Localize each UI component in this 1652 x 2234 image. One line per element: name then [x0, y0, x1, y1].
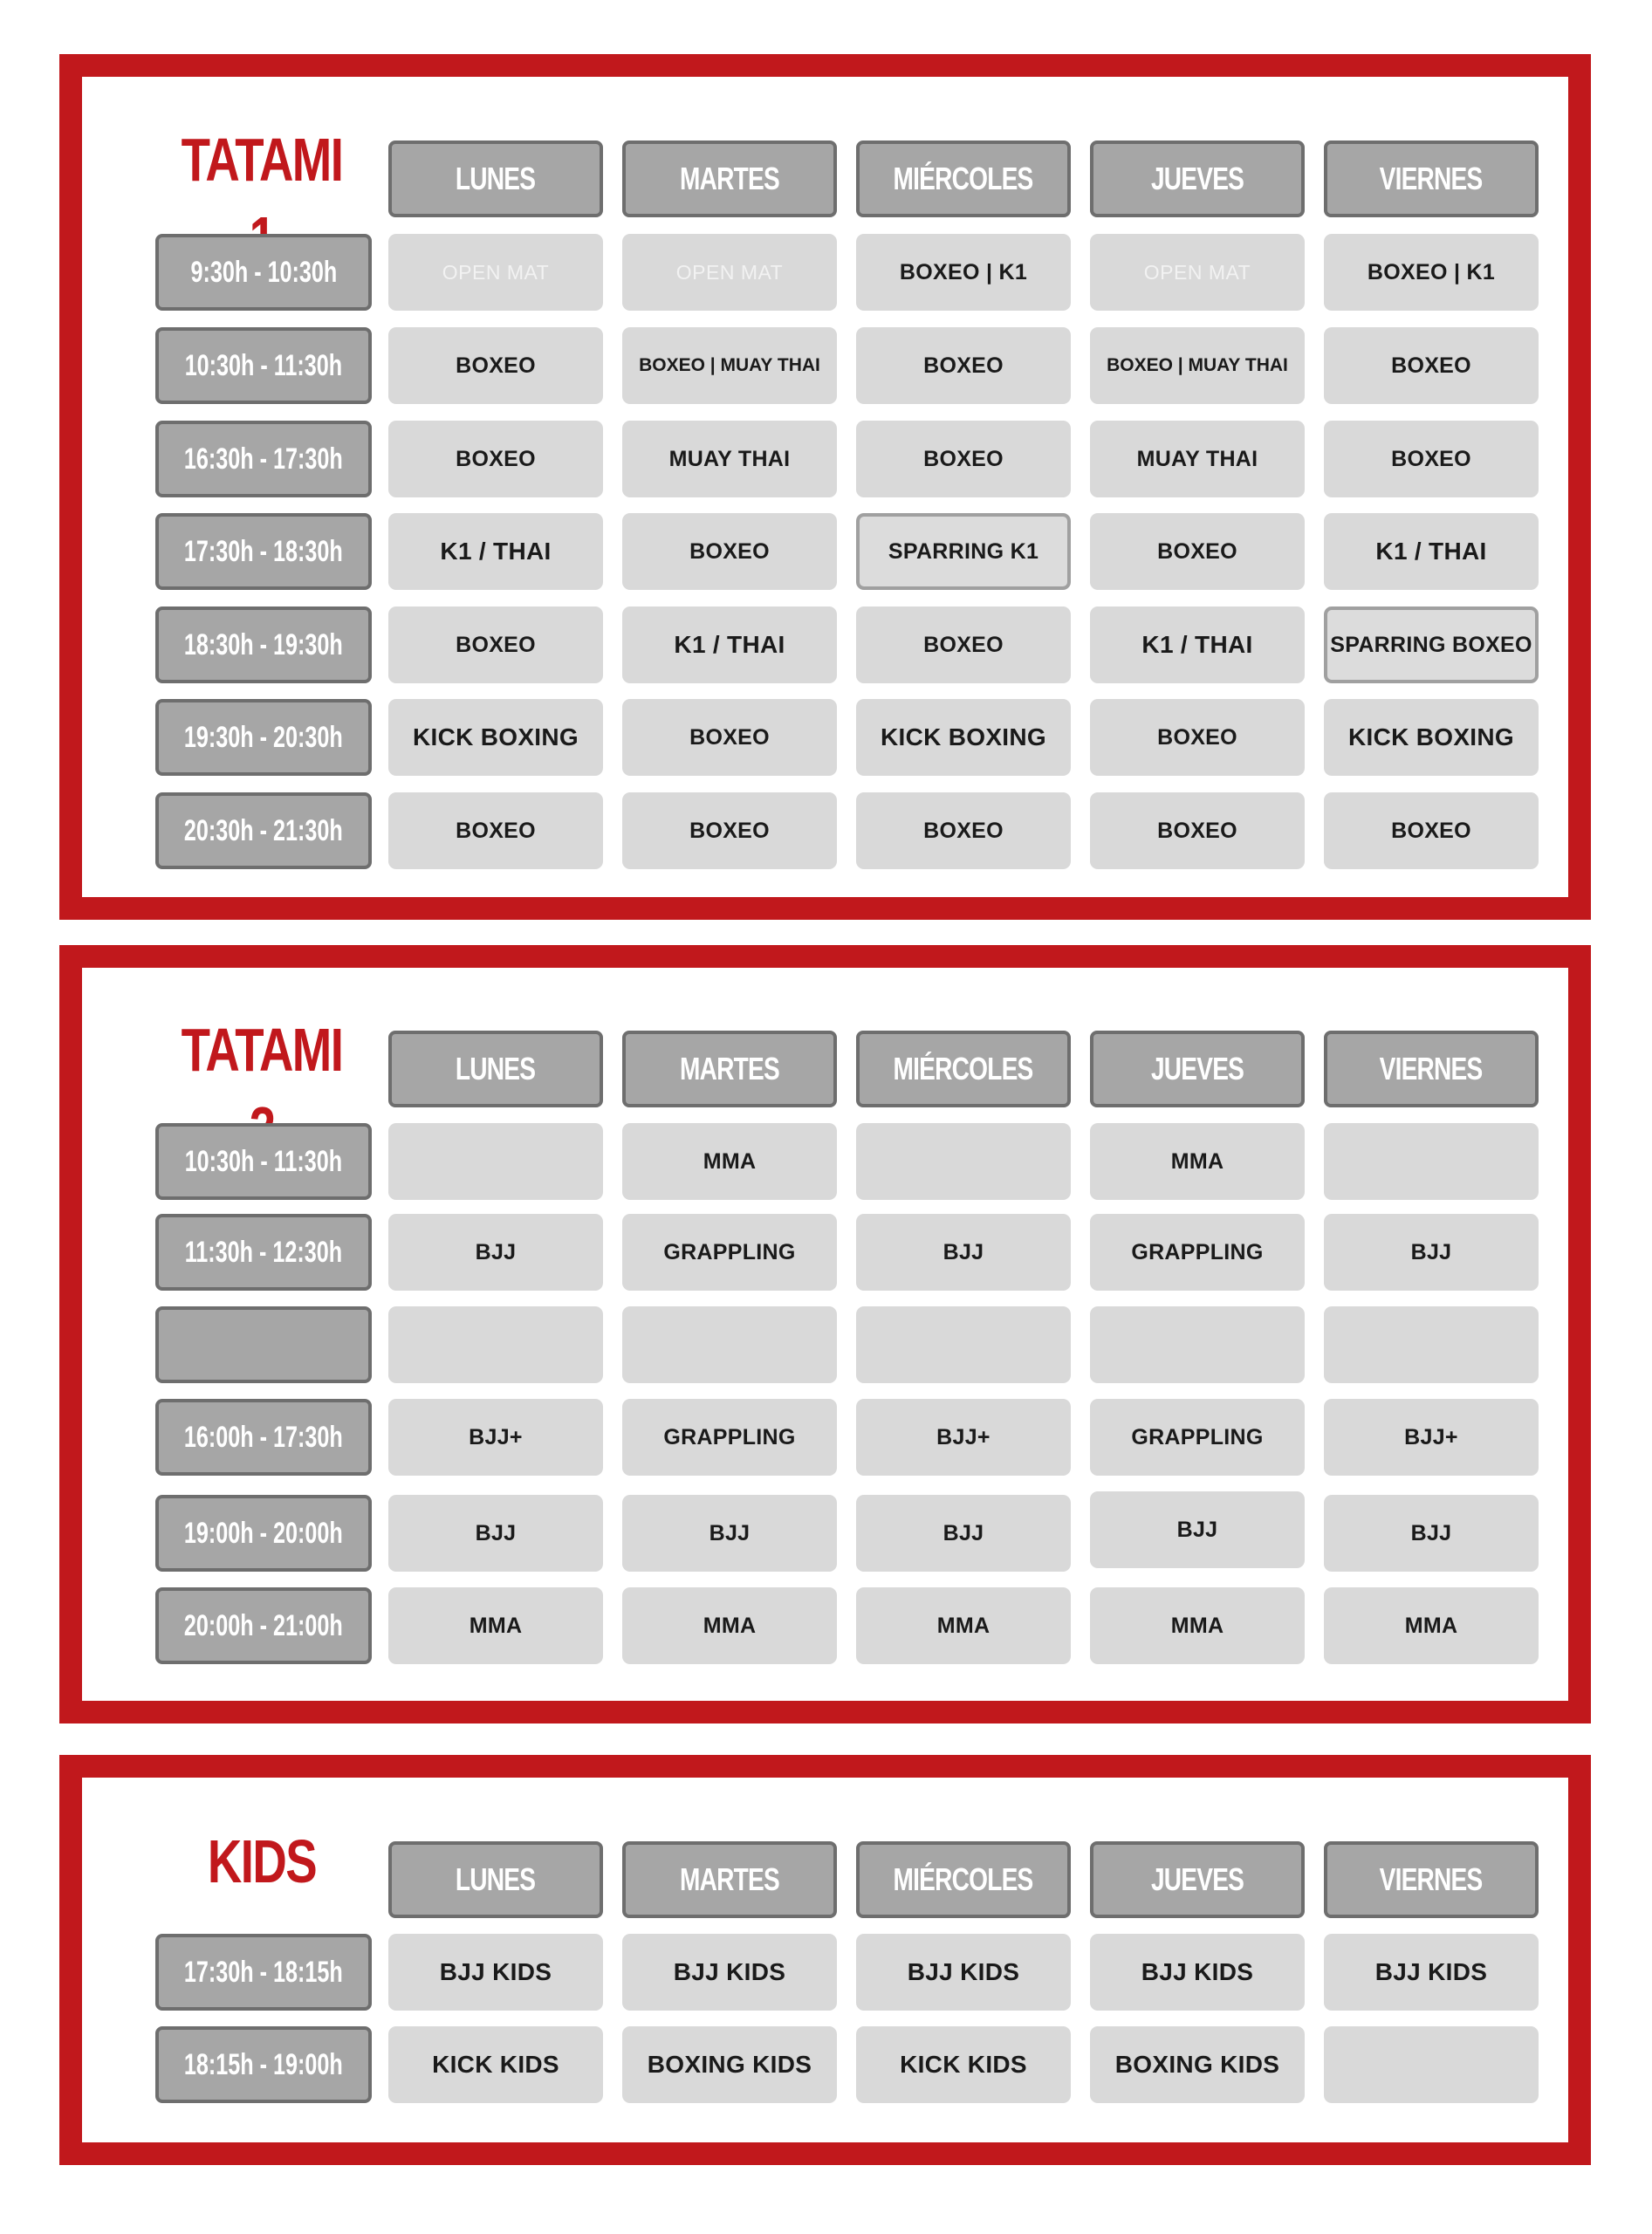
- tatami2-panel: [59, 945, 1591, 1723]
- class-cell: BOXEO: [388, 421, 603, 497]
- kids-title: KIDS: [207, 1827, 317, 1895]
- time-slot: 19:30h - 20:30h: [155, 699, 372, 776]
- tatami1-panel: [59, 54, 1591, 920]
- time-slot: 19:00h - 20:00h: [155, 1495, 372, 1572]
- class-cell: [1324, 2026, 1539, 2103]
- class-cell: BOXEO: [388, 606, 603, 683]
- day-header-viernes: VIERNES: [1324, 140, 1539, 217]
- time-slot: 16:30h - 17:30h: [155, 421, 372, 497]
- time-slot: 17:30h - 18:15h: [155, 1934, 372, 2011]
- class-cell: KICK KIDS: [388, 2026, 603, 2103]
- time-slot: 9:30h - 10:30h: [155, 234, 372, 311]
- tatami2-title: TATAMI: [181, 1016, 343, 1084]
- class-cell: BOXEO: [388, 327, 603, 404]
- tatami1-title: TATAMI: [181, 126, 343, 194]
- class-cell: [1324, 1123, 1539, 1200]
- day-header-viernes: VIERNES: [1324, 1031, 1539, 1107]
- class-cell: BJJ: [1090, 1491, 1305, 1568]
- day-header-martes: MARTES: [622, 1031, 837, 1107]
- tatami1-grid: [82, 77, 1568, 897]
- class-cell: BOXEO: [856, 421, 1071, 497]
- class-cell: BOXEO: [388, 792, 603, 869]
- class-cell: [856, 1306, 1071, 1383]
- class-cell: BOXEO: [1324, 421, 1539, 497]
- class-cell: OPEN MAT: [388, 234, 603, 311]
- class-cell: BOXEO | K1: [856, 234, 1071, 311]
- class-cell: BJJ+: [1324, 1399, 1539, 1476]
- class-cell: GRAPPLING: [622, 1399, 837, 1476]
- class-cell: BOXEO: [1090, 699, 1305, 776]
- class-cell: BOXEO | K1: [1324, 234, 1539, 311]
- class-cell: BOXEO | MUAY THAI: [622, 327, 837, 404]
- class-cell: KICK BOXING: [388, 699, 603, 776]
- day-header-jueves: JUEVES: [1090, 1841, 1305, 1918]
- kids-grid: [82, 1778, 1568, 2142]
- day-header-lunes: LUNES: [388, 1031, 603, 1107]
- class-cell: BJJ KIDS: [622, 1934, 837, 2011]
- class-cell: GRAPPLING: [1090, 1214, 1305, 1291]
- class-cell: BJJ+: [388, 1399, 603, 1476]
- time-slot: 10:30h - 11:30h: [155, 1123, 372, 1200]
- class-cell: BOXEO: [1324, 792, 1539, 869]
- class-cell: BJJ KIDS: [1090, 1934, 1305, 2011]
- time-slot: 20:30h - 21:30h: [155, 792, 372, 869]
- class-cell: OPEN MAT: [1090, 234, 1305, 311]
- class-cell: [1090, 1306, 1305, 1383]
- class-cell: BOXEO: [622, 699, 837, 776]
- class-cell: BOXEO | MUAY THAI: [1090, 327, 1305, 404]
- class-cell: KICK KIDS: [856, 2026, 1071, 2103]
- class-cell: [622, 1306, 837, 1383]
- class-cell: BJJ: [856, 1495, 1071, 1572]
- class-cell: BJJ: [856, 1214, 1071, 1291]
- class-cell: MMA: [622, 1587, 837, 1664]
- class-cell: MMA: [1324, 1587, 1539, 1664]
- class-cell: BJJ: [1324, 1214, 1539, 1291]
- time-slot: 17:30h - 18:30h: [155, 513, 372, 590]
- class-cell: GRAPPLING: [1090, 1399, 1305, 1476]
- class-cell: MMA: [1090, 1123, 1305, 1200]
- class-cell: KICK BOXING: [856, 699, 1071, 776]
- day-header-miercoles: MIÉRCOLES: [856, 1031, 1071, 1107]
- time-slot: [155, 1306, 372, 1383]
- class-cell: K1 / THAI: [622, 606, 837, 683]
- tatami2-grid: [82, 968, 1568, 1701]
- day-header-miercoles: MIÉRCOLES: [856, 140, 1071, 217]
- class-cell: BOXEO: [1090, 792, 1305, 869]
- day-header-jueves: JUEVES: [1090, 1031, 1305, 1107]
- class-cell: BJJ KIDS: [856, 1934, 1071, 2011]
- class-cell: BJJ: [622, 1495, 837, 1572]
- class-cell: SPARRING BOXEO: [1324, 606, 1539, 683]
- class-cell: MMA: [622, 1123, 837, 1200]
- day-header-viernes: VIERNES: [1324, 1841, 1539, 1918]
- day-header-miercoles: MIÉRCOLES: [856, 1841, 1071, 1918]
- kids-panel: [59, 1755, 1591, 2165]
- class-cell: [388, 1306, 603, 1383]
- class-cell: K1 / THAI: [1324, 513, 1539, 590]
- class-cell: GRAPPLING: [622, 1214, 837, 1291]
- day-header-jueves: JUEVES: [1090, 140, 1305, 217]
- time-slot: 10:30h - 11:30h: [155, 327, 372, 404]
- class-cell: BOXEO: [622, 513, 837, 590]
- class-cell: BJJ: [1324, 1495, 1539, 1572]
- class-cell: [856, 1123, 1071, 1200]
- day-header-lunes: LUNES: [388, 1841, 603, 1918]
- class-cell: [388, 1123, 603, 1200]
- class-cell: BJJ KIDS: [1324, 1934, 1539, 2011]
- class-cell: [1324, 1306, 1539, 1383]
- class-cell: BOXEO: [856, 792, 1071, 869]
- class-cell: BOXING KIDS: [1090, 2026, 1305, 2103]
- class-cell: BJJ+: [856, 1399, 1071, 1476]
- time-slot: 18:15h - 19:00h: [155, 2026, 372, 2103]
- class-cell: OPEN MAT: [622, 234, 837, 311]
- day-header-lunes: LUNES: [388, 140, 603, 217]
- class-cell: BOXEO: [1090, 513, 1305, 590]
- class-cell: MMA: [388, 1587, 603, 1664]
- day-header-martes: MARTES: [622, 1841, 837, 1918]
- class-cell: BOXEO: [856, 606, 1071, 683]
- class-cell: K1 / THAI: [1090, 606, 1305, 683]
- time-slot: 16:00h - 17:30h: [155, 1399, 372, 1476]
- class-cell: BJJ KIDS: [388, 1934, 603, 2011]
- class-cell: SPARRING K1: [856, 513, 1071, 590]
- time-slot: 11:30h - 12:30h: [155, 1214, 372, 1291]
- class-cell: MMA: [856, 1587, 1071, 1664]
- class-cell: BOXEO: [1324, 327, 1539, 404]
- time-slot: 18:30h - 19:30h: [155, 606, 372, 683]
- class-cell: BOXING KIDS: [622, 2026, 837, 2103]
- class-cell: BOXEO: [856, 327, 1071, 404]
- class-cell: BJJ: [388, 1214, 603, 1291]
- class-cell: BJJ: [388, 1495, 603, 1572]
- class-cell: MMA: [1090, 1587, 1305, 1664]
- class-cell: MUAY THAI: [622, 421, 837, 497]
- class-cell: MUAY THAI: [1090, 421, 1305, 497]
- class-cell: K1 / THAI: [388, 513, 603, 590]
- day-header-martes: MARTES: [622, 140, 837, 217]
- time-slot: 20:00h - 21:00h: [155, 1587, 372, 1664]
- class-cell: KICK BOXING: [1324, 699, 1539, 776]
- class-cell: BOXEO: [622, 792, 837, 869]
